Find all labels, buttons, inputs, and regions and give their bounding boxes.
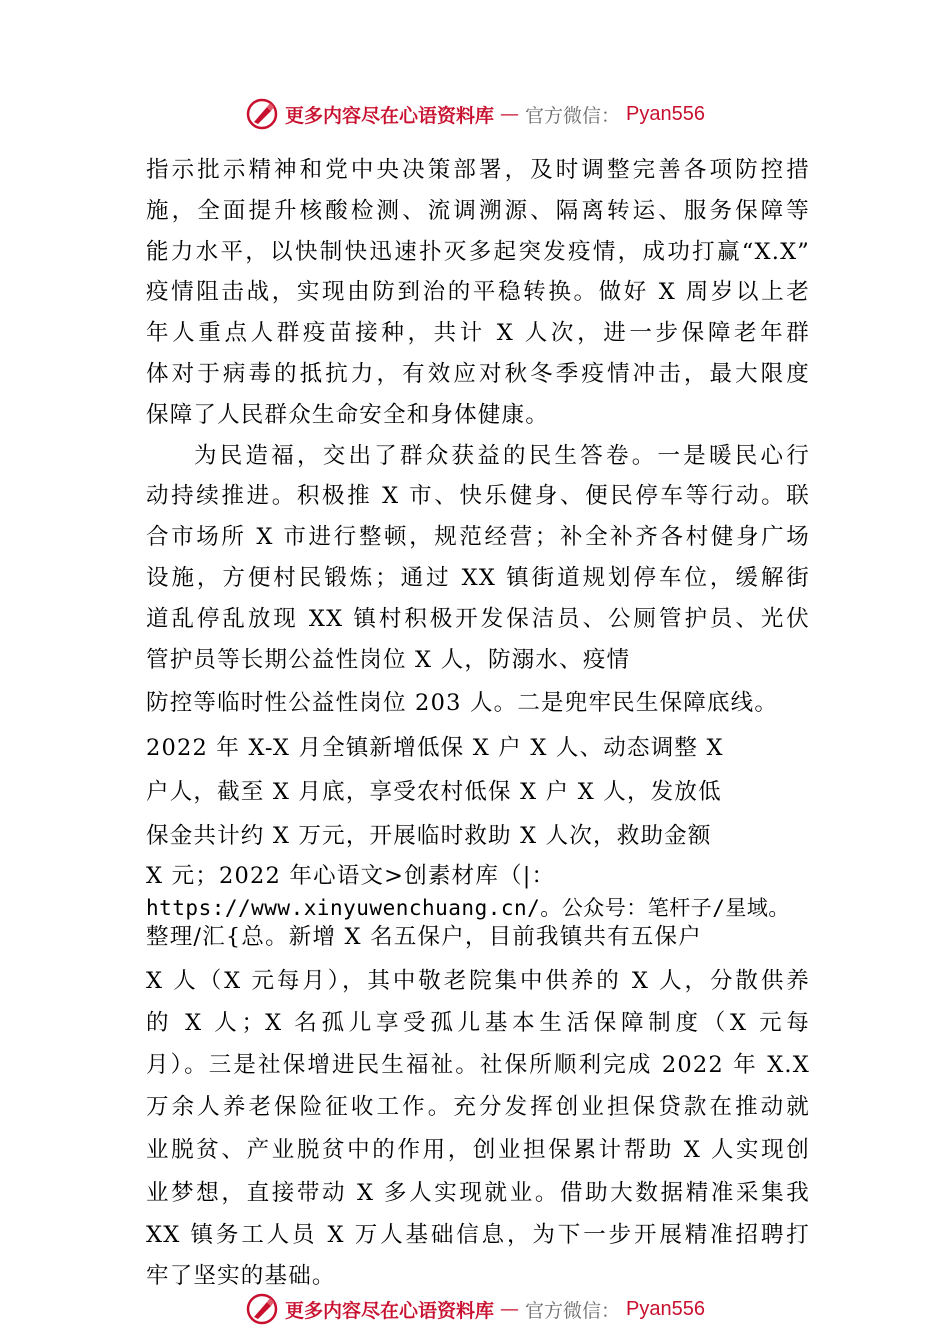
- text-line: 动持续推进。积极推 X 市、快乐健身、便民停车等行动。联: [146, 483, 810, 510]
- text-line: X 人（X 元每月），其中敬老院集中供养的 X 人，分散供养: [146, 968, 810, 995]
- text-line: 疫情阻击战，实现由防到治的平稳转换。做好 X 周岁以上老: [146, 279, 810, 306]
- text-line: X 元；2022 年心语文>创素材库（|：: [146, 863, 556, 890]
- text-line: 道乱停乱放现 XX 镇村积极开发保洁员、公厕管护员、光伏: [146, 605, 810, 632]
- text-line: 管护员等长期公益性岗位 X 人，防溺水、疫情: [146, 646, 631, 673]
- text-line: 年人重点人群疫苗接种，共计 X 人次，进一步保障老年群: [146, 320, 810, 347]
- banner-label: 官方微信：: [525, 1299, 621, 1322]
- text-line: 保金共计约 X 万元，开展临时救助 X 人次，救助金额: [146, 823, 712, 850]
- text-line: 体对于病毒的抵抗力，有效应对秋冬季疫情冲击，最大限度: [146, 360, 810, 387]
- banner-dash: —: [500, 103, 520, 125]
- banner-main-text: 更多内容尽在心语资料库: [285, 104, 495, 127]
- text-line: 防控等临时性公益性岗位 203 人。二是兜牢民生保障底线。: [146, 690, 779, 717]
- text-line: 合市场所 X 市进行整顿，规范经营；补全补齐各村健身广场: [146, 524, 810, 551]
- text-line: 设施，方便村民锻炼；通过 XX 镇街道规划停车位，缓解街: [146, 564, 810, 591]
- text-line: 指示批示精神和党中央决策部署，及时调整完善各项防控措: [146, 157, 810, 183]
- paragraph-start-line: 为民造福，交出了群众获益的民生答卷。一是暖民心行: [194, 442, 810, 469]
- text-line: 整理/汇{总。新增 X 名五保户，目前我镇共有五保户: [146, 924, 702, 951]
- text-line: 施，全面提升核酸检测、流调溯源、隔离转运、服务保障等: [146, 197, 810, 224]
- text-line: 能力水平，以快制快迅速扑灭多起突发疫情，成功打赢“X.X”: [146, 238, 810, 265]
- text-line: 保障了人民群众生命安全和身体健康。: [146, 401, 549, 428]
- banner-wechat-id: Pyan556: [626, 1297, 705, 1320]
- pen-nib-logo-icon: [245, 97, 279, 131]
- text-line: 的 X 人；X 名孤儿享受孤儿基本生活保障制度（X 元每: [146, 1010, 810, 1037]
- text-line: 万余人养老保险征收工作。充分发挥创业担保贷款在推动就: [146, 1094, 810, 1121]
- banner-main-text: 更多内容尽在心语资料库: [285, 1299, 495, 1322]
- banner-dash: —: [500, 1298, 520, 1320]
- header-banner: [0, 97, 950, 131]
- text-line: 业梦想，直接带动 X 多人实现就业。借助大数据精准采集我: [146, 1180, 810, 1207]
- banner-label: 官方微信：: [525, 104, 621, 127]
- text-line: 业脱贫、产业脱贫中的作用，创业担保累计帮助 X 人实现创: [146, 1137, 810, 1164]
- banner-wechat-id: Pyan556: [626, 102, 705, 125]
- text-line: 2022 年 X-X 月全镇新增低保 X 户 X 人、动态调整 X: [146, 735, 724, 762]
- footer-banner: [0, 1292, 950, 1326]
- text-line: XX 镇务工人员 X 万人基础信息，为下一步开展精准招聘打: [146, 1222, 810, 1249]
- text-line: 月）。三是社保增进民生福祉。社保所顺利完成 2022 年 X.X: [146, 1052, 810, 1079]
- pen-nib-logo-icon: [245, 1292, 279, 1326]
- text-line: 牢了坚实的基础。: [146, 1263, 336, 1290]
- text-line: https://www.xinyuwenchuang.cn/。公众号：笔杆子/星域。: [146, 896, 790, 921]
- document-body: [146, 150, 810, 1297]
- text-line: 户人，截至 X 月底，享受农村低保 X 户 X 人，发放低: [146, 779, 722, 806]
